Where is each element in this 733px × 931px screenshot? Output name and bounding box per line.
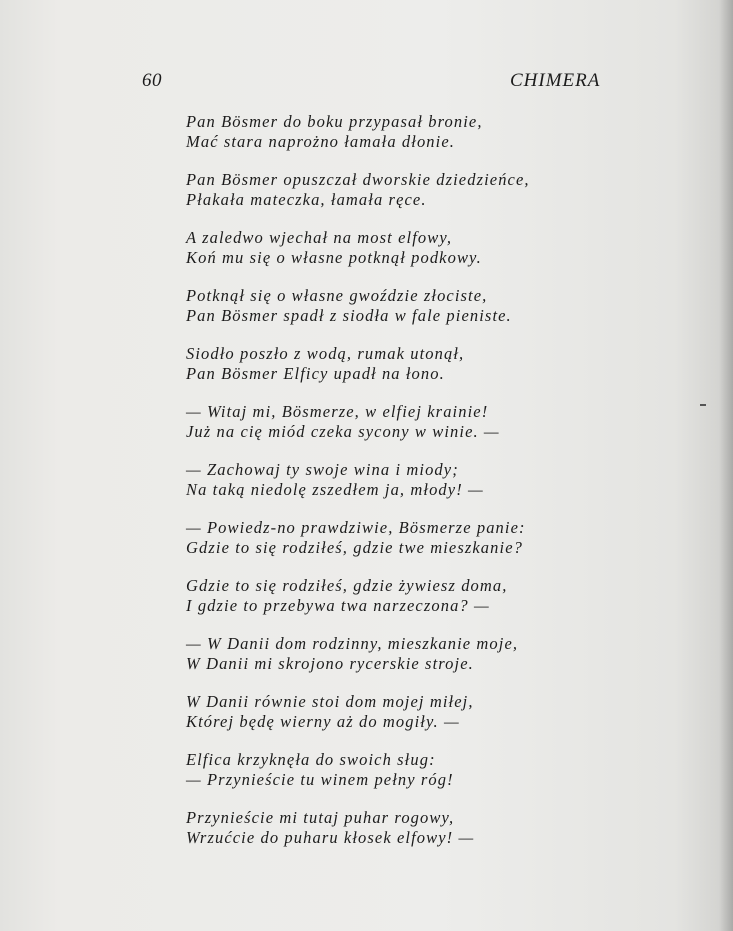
poem-line: — Witaj mi, Bösmerze, w elfiej krainie! <box>186 402 489 421</box>
stanza <box>186 402 606 442</box>
page-edge-shadow <box>719 0 733 931</box>
stanza <box>186 228 606 268</box>
poem-line: Płakała mateczka, łamała ręce. <box>186 190 427 209</box>
poem-line: Na taką niedolę zszedłem ja, młody! — <box>186 480 484 499</box>
poem-line: Gdzie to się rodziłeś, gdzie żywiesz doma, <box>186 576 508 595</box>
stanza <box>186 112 606 152</box>
stanza <box>186 808 606 848</box>
poem-line: — Powiedz-no prawdziwie, Bösmerze panie: <box>186 518 526 537</box>
poem-line: Pan Bösmer spadł z siodła w fale pieniste. <box>186 306 512 325</box>
poem-line: Koń mu się o własne potknął podkowy. <box>186 248 482 267</box>
poem-line: W Danii mi skrojono rycerskie stroje. <box>186 654 474 673</box>
stanza <box>186 634 606 674</box>
poem-line: Mać stara naprożno łamała dłonie. <box>186 132 455 151</box>
poem-line: — Przynieście tu winem pełny róg! <box>186 770 454 789</box>
stanza <box>186 170 606 210</box>
page-number: 60 <box>142 70 162 91</box>
margin-mark <box>700 404 706 406</box>
stanza <box>186 518 606 558</box>
poem-body <box>186 112 606 866</box>
stanza <box>186 286 606 326</box>
poem-line: Pan Bösmer opuszczał dworskie dziedzieńce, <box>186 170 530 189</box>
poem-line: Potknął się o własne gwoździe złociste, <box>186 286 488 305</box>
poem-line: Wrzućcie do puharu kłosek elfowy! — <box>186 828 475 847</box>
poem-line: Gdzie to się rodziłeś, gdzie twe mieszkanie? <box>186 538 523 557</box>
poem-line: Której będę wierny aż do mogiły. — <box>186 712 460 731</box>
poem-line: Elfica krzyknęła do swoich sług: <box>186 750 436 769</box>
running-head: CHIMERA <box>510 70 601 91</box>
poem-line: — W Danii dom rodzinny, mieszkanie moje, <box>186 634 519 653</box>
poem-line: A zaledwo wjechał na most elfowy, <box>186 228 453 247</box>
poem-line: I gdzie to przebywa twa narzeczona? — <box>186 596 490 615</box>
stanza <box>186 576 606 616</box>
stanza <box>186 750 606 790</box>
poem-line: Pan Bösmer Elficy upadł na łono. <box>186 364 445 383</box>
poem-line: Pan Bösmer do boku przypasał bronie, <box>186 112 483 131</box>
poem-line: Siodło poszło z wodą, rumak utonął, <box>186 344 465 363</box>
stanza <box>186 344 606 384</box>
poem-line: Przynieście mi tutaj puhar rogowy, <box>186 808 455 827</box>
poem-line: W Danii równie stoi dom mojej miłej, <box>186 692 474 711</box>
stanza <box>186 460 606 500</box>
poem-line: Już na cię miód czeka sycony w winie. — <box>186 422 500 441</box>
stanza <box>186 692 606 732</box>
poem-line: — Zachowaj ty swoje wina i miody; <box>186 460 459 479</box>
